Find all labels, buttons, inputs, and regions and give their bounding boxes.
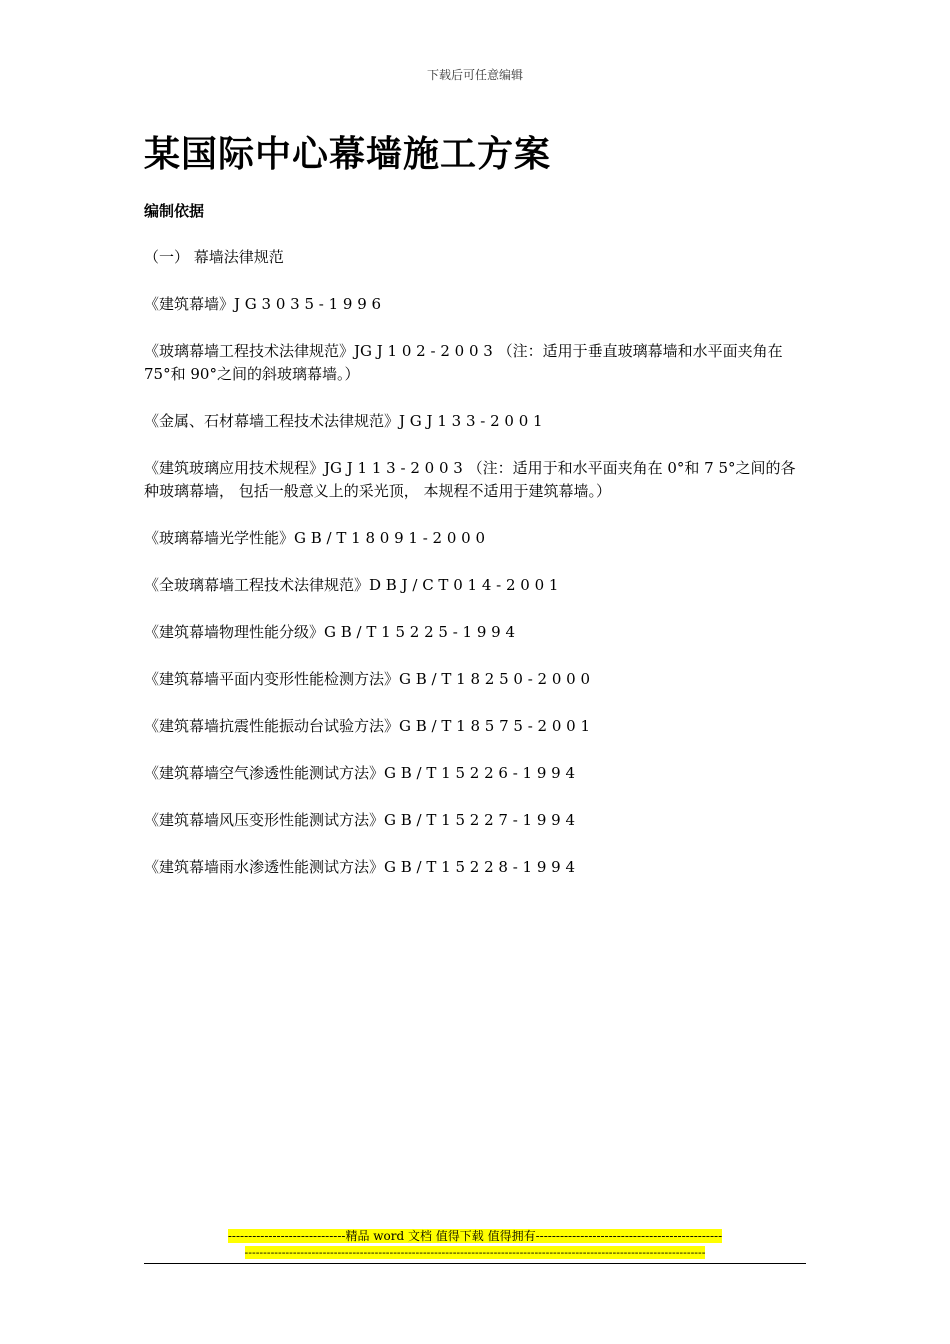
list-item: 《建筑幕墙平面内变形性能检测方法》G B / T 1 8 2 5 0 - 2 0 0 0 [144, 670, 591, 688]
list-item: 《建筑玻璃应用技术规程》JG J 1 1 3 - 2 0 0 3 （注：适用于和水平面夹角在 0°和 7 5°之间的各种玻璃幕墙， 包括一般意义上的采光顶， 本规程不适用于建筑幕墙。） [144, 459, 796, 500]
list-item: 《全玻璃幕墙工程技术法律规范》D B J / C T 0 1 4 - 2 0 0 1 [144, 576, 559, 594]
document-title: 某国际中心幕墙施工方案 [144, 134, 552, 175]
list-item: 《建筑幕墙抗震性能振动台试验方法》G B / T 1 8 5 7 5 - 2 0 0 1 [144, 717, 591, 735]
footer-dash-line [0, 1245, 950, 1260]
page-header: 下载后可任意编辑 [426, 68, 523, 82]
list-item: 《建筑幕墙雨水渗透性能测试方法》G B / T 1 5 2 2 8 - 1 9 9 4 [144, 858, 576, 876]
list-item: 《玻璃幕墙工程技术法律规范》JG J 1 0 2 - 2 0 0 3 （注：适用于垂直玻璃幕墙和水平面夹角在 75°和 90°之间的斜玻璃幕墙。） [144, 342, 783, 383]
footer-promo-text: -----------------------------精品 word 文档 值得下载 值得拥有---------------------------------------------- [227, 1229, 723, 1243]
list-item: 《建筑幕墙》J G 3 0 3 5 - 1 9 9 6 [144, 295, 382, 313]
footer-dash-text: ---------------------------------------------------------------------------------------------------------------------------- [244, 1246, 706, 1259]
list-item: 《玻璃幕墙光学性能》G B / T 1 8 0 9 1 - 2 0 0 0 [144, 529, 486, 547]
list-item: 《建筑幕墙风压变形性能测试方法》G B / T 1 5 2 2 7 - 1 9 9 4 [144, 811, 576, 829]
footer-promo-line [0, 1229, 950, 1244]
list-item: 《建筑幕墙空气渗透性能测试方法》G B / T 1 5 2 2 6 - 1 9 9 4 [144, 764, 576, 782]
list-item: 《建筑幕墙物理性能分级》G B / T 1 5 2 2 5 - 1 9 9 4 [144, 623, 516, 641]
section-heading: 编制依据 [144, 202, 205, 220]
list-item: （一） 幕墙法律规范 [144, 248, 284, 266]
footer-divider [144, 1263, 806, 1264]
list-item: 《金属、石材幕墙工程技术法律规范》J G J 1 3 3 - 2 0 0 1 [144, 412, 543, 430]
reference-list [144, 246, 808, 903]
